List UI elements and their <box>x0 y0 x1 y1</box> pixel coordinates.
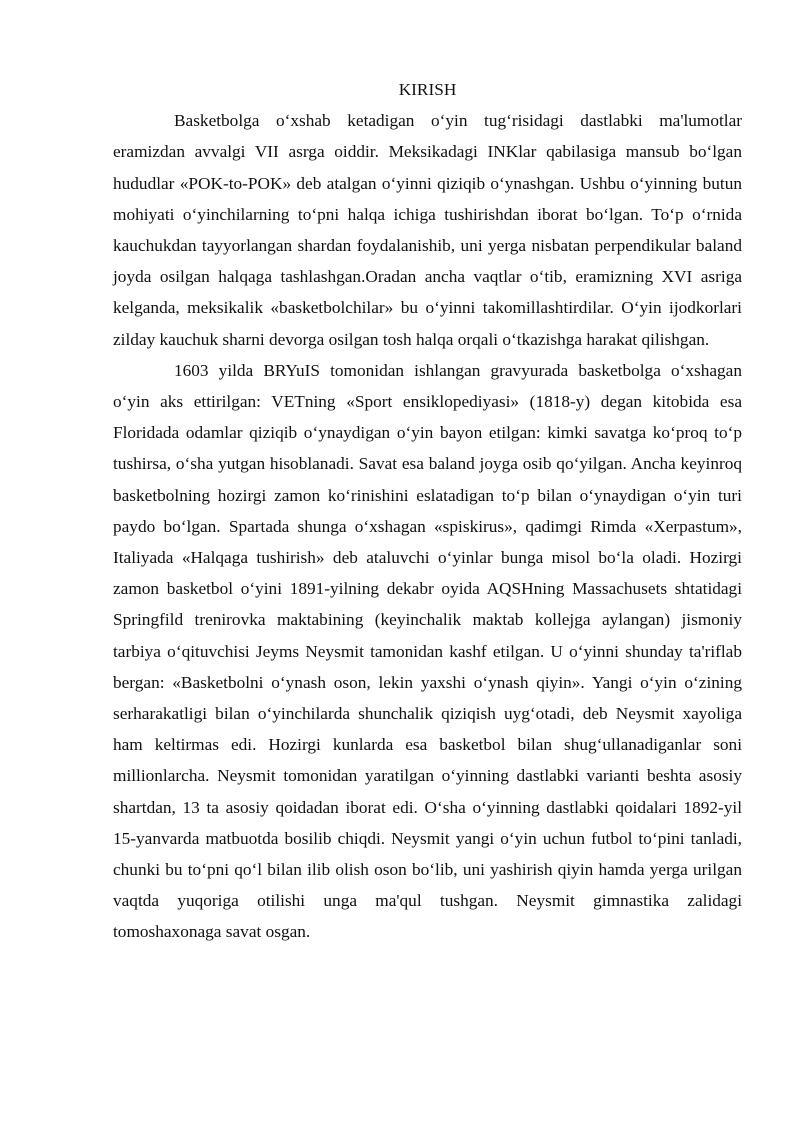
paragraph-1: Basketbolga o‘xshab ketadigan o‘yin tug‘risidagi dastlabki ma'lumotlar eramizdan avvalgi VII asrga oiddir. Meksikadagi INKlar qabilasiga mansub bo‘lgan hududlar «POK-to-POK» deb atalgan o‘yinni qiziqib o‘ynashgan. Ushbu o‘yinning butun mohiyati o‘yinchilarning to‘pni halqa ichiga tushirishdan iborat bo‘lgan. To‘p o‘rnida kauchukdan tayyorlangan shardan foydalanishib, uni yerga nisbatan perpendikular baland joyda osilgan halqaga tashlashgan.Oradan ancha vaqtlar o‘tib, eramizning XVI asriga kelganda, meksikalik «basketbolchilar» bu o‘yinni takomillashtirdilar. O‘yin ijodkorlari zilday kauchuk sharni devorga osilgan tosh halqa orqali o‘tkazishga harakat qilishgan. <box>113 111 742 349</box>
section-heading: KIRISH <box>398 80 457 99</box>
paragraph-2: 1603 yilda BRYuIS tomonidan ishlangan gravyurada basketbolga o‘xshagan o‘yin aks ettirilgan: VETning «Sport ensiklopediyasi» (1818-y) degan kitobida esa Floridada odamlar qiziqib o‘ynaydigan o‘yin bayon etilgan: kimki savatga ko‘proq to‘p tushirsa, o‘sha yutgan hisoblanadi. Savat esa baland joyga osib qo‘yilgan. Ancha keyinroq basketbolning hozirgi zamon ko‘rinishini eslatadigan to‘p bilan o‘ynaydigan o‘yin turi paydo bo‘lgan. Spartada shunga o‘xshagan «spiskirus», qadimgi Rimda «Xerpastum», Italiyada «Halqaga tushirish» deb ataluvchi o‘yinlar bunga misol bo‘la oladi. Hozirgi zamon basketbol o‘yini 1891-yilning dekabr oyida AQSHning Massachusets shtatidagi Springfild trenirovka maktabining (keyinchalik maktab kollejga aylangan) jismoniy tarbiya o‘qituvchisi Jeyms Neysmit tamonidan kashf etilgan. U o‘yinni shunday ta'riflab bergan: «Basketbolni o‘ynash oson, lekin yaxshi o‘ynash qiyin». Yangi o‘yin o‘zining serharakatligi bilan o‘yinchilarda shunchalik qiziqish uyg‘otadi, deb Neysmit xayoliga ham keltirmas edi. Hozirgi kunlarda esa basketbol bilan shug‘ullanadiganlar soni millionlarcha. Neysmit tomonidan yaratilgan o‘yinning dastlabki varianti beshta asosiy shartdan, 13 ta asosiy qoidadan iborat edi. O‘sha o‘yinning dastlabki qoidalari 1892-yil 15-yanvarda matbuotda bosilib chiqdi. Neysmit yangi o‘yin uchun futbol to‘pini tanladi, chunki bu to‘pni qo‘l bilan ilib olish oson bo‘lib, uni yashirish qiyin hamda yerga urilgan vaqtda yuqoriga otilishi unga ma'qul tushgan. Neysmit gimnastika zalidagi tomoshaxonaga savat osgan. <box>113 360 742 942</box>
document-body <box>113 74 742 948</box>
